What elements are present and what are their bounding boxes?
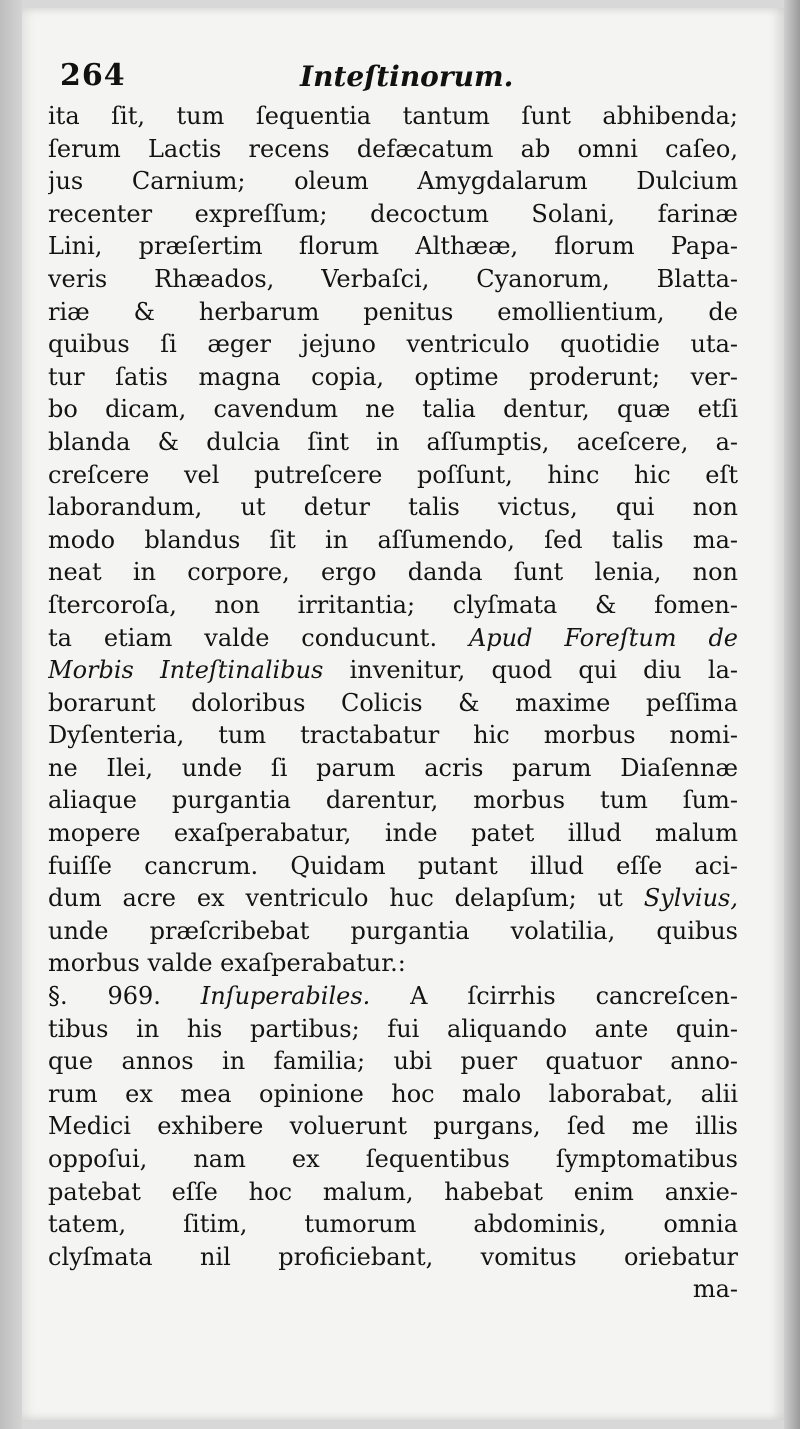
text-segment: unde præſcribebat purgantia volatilia, quibus — [48, 916, 738, 945]
text-line — [48, 459, 738, 492]
text-segment: que annos in familia; ubi puer quatuor anno- — [48, 1047, 738, 1076]
text-segment: recenter expreſſum; decoctum Solani, farinæ — [48, 199, 738, 228]
italic-text: Sylvius, — [643, 884, 738, 913]
text-line — [48, 296, 738, 329]
page-number: 264 — [60, 58, 126, 93]
text-line — [48, 263, 738, 296]
text-segment: oppoſui, nam ex ſequentibus ſymptomatibus — [48, 1145, 738, 1173]
text-segment: Dyſenteria, tum tractabatur hic morbus nomi- — [48, 721, 738, 750]
text-segment: mopere exaſperabatur, inde patet illud malum — [48, 819, 738, 848]
text-line — [48, 361, 738, 394]
text-line — [48, 165, 738, 198]
text-segment: ſerum Lactis recens defæcatum ab omni caſeo, — [48, 134, 738, 163]
text-segment: bo dicam, cavendum ne talia dentur, quæ etſi — [48, 395, 738, 424]
text-segment: fuiſſe cancrum. Quidam putant illud eſſe aci- — [48, 851, 738, 880]
text-segment: tibus in his partibus; fui aliquando ante quin- — [48, 1014, 738, 1043]
text-line — [48, 850, 738, 883]
text-line — [48, 589, 738, 622]
page-header — [60, 58, 720, 98]
text-segment: dum acre ex ventriculo huc delapſum; ut — [48, 884, 644, 913]
text-segment: §. 969. — [48, 982, 201, 1011]
text-segment: clyſmata nil proficiebant, vomitus oriebatur — [48, 1242, 738, 1271]
text-line — [48, 1078, 738, 1111]
text-line — [48, 947, 738, 980]
text-line — [48, 1176, 738, 1209]
text-line — [48, 100, 738, 133]
text-line — [48, 328, 738, 361]
body-text — [48, 100, 738, 1306]
text-line — [48, 1110, 738, 1143]
text-segment: neat in corpore, ergo danda ſunt lenia, non — [48, 558, 738, 587]
text-segment: aliaque purgantia darentur, morbus tum ſum- — [48, 786, 738, 815]
text-segment: jus Carnium; oleum Amygdalarum Dulcium — [48, 167, 738, 196]
text-line — [48, 719, 738, 752]
text-line — [48, 654, 738, 687]
text-segment: creſcere vel putreſcere poſſunt, hinc hic eſt — [48, 460, 738, 489]
text-segment: riæ & herbarum penitus emollientium, de — [48, 297, 738, 326]
text-segment: borarunt doloribus Colicis & maxime peſſima — [48, 688, 738, 717]
text-line — [48, 1045, 738, 1078]
text-segment: tatem, ſitim, tumorum abdominis, omnia — [48, 1210, 738, 1239]
text-line — [48, 622, 738, 655]
text-line — [48, 980, 738, 1013]
text-segment: ne Ilei, unde ſi parum acris parum Diaſennæ — [48, 753, 738, 782]
text-segment: Medici exhibere voluerunt purgans, ſed me illis — [48, 1112, 738, 1141]
text-line — [48, 426, 738, 459]
text-segment: ta etiam valde conducunt. — [48, 623, 469, 652]
text-segment: laborandum, ut detur talis victus, qui non — [48, 493, 738, 522]
text-line — [48, 1241, 738, 1274]
text-segment: rum ex mea opinione hoc malo laborabat, alii — [48, 1079, 738, 1108]
text-segment: morbus valde exaſperabatur.: — [48, 949, 406, 978]
text-segment: Lini, præſertim florum Althææ, florum Papa- — [48, 232, 738, 261]
text-line — [48, 752, 738, 785]
text-line — [48, 133, 738, 166]
text-line — [48, 687, 738, 720]
text-line — [48, 1208, 738, 1241]
text-line — [48, 198, 738, 231]
text-line — [48, 1143, 738, 1176]
text-segment: modo blandus ſit in aſſumendo, ſed talis ma- — [48, 525, 738, 554]
italic-text: Morbis Inteſtinalibus — [48, 656, 324, 685]
text-line — [48, 784, 738, 817]
text-line — [48, 882, 738, 915]
page-gutter-left — [0, 0, 22, 1429]
italic-text: Inſuperabiles. — [200, 982, 371, 1011]
text-line — [48, 393, 738, 426]
text-segment: ſtercoroſa, non irritantia; clyſmata & fomen- — [48, 590, 738, 619]
text-line — [48, 524, 738, 557]
italic-text: Apud Foreſtum de — [468, 623, 738, 652]
text-segment: invenitur, quod qui diu la- — [323, 656, 738, 685]
text-segment: tur ſatis magna copia, optime proderunt; ver- — [48, 362, 738, 391]
text-line — [48, 915, 738, 948]
text-line — [48, 1013, 738, 1046]
catchword: ma- — [692, 1275, 738, 1304]
text-segment: quibus ſi æger jejuno ventriculo quotidie uta- — [48, 330, 738, 359]
running-head: Inteſtinorum. — [300, 60, 514, 93]
text-segment: ita ſit, tum ſequentia tantum ſunt abhibenda; — [48, 102, 738, 130]
text-line — [48, 817, 738, 850]
text-line — [48, 230, 738, 263]
text-line — [48, 491, 738, 524]
text-line — [48, 556, 738, 589]
text-segment: veris Rhæados, Verbaſci, Cyanorum, Blatta- — [48, 264, 738, 293]
text-segment: A ſcirrhis cancreſcen- — [370, 982, 738, 1011]
text-segment: patebat eſſe hoc malum, habebat enim anxie- — [48, 1177, 738, 1206]
page-gutter-right — [784, 0, 800, 1429]
text-segment: blanda & dulcia ſint in aſſumptis, aceſcere, a- — [48, 427, 738, 456]
